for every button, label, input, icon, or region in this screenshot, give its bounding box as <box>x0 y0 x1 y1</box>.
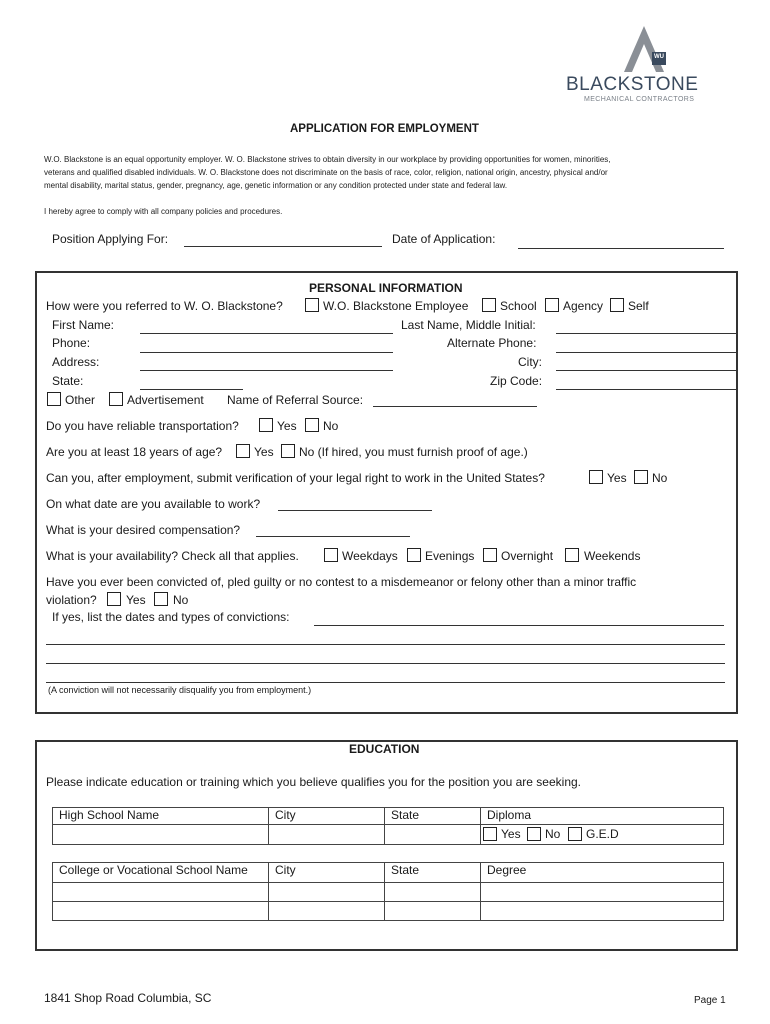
compensation-input-line[interactable] <box>256 536 410 537</box>
age-yes-label: Yes <box>254 445 274 459</box>
table-row <box>53 808 724 825</box>
conviction-details-input-line-4[interactable] <box>46 682 725 683</box>
availability-weekdays-checkbox[interactable] <box>324 548 338 562</box>
logo-mark-icon <box>560 22 740 82</box>
referral-school-checkbox[interactable] <box>482 298 496 312</box>
table-row <box>53 902 724 921</box>
diploma-ged-label: G.E.D <box>586 827 619 841</box>
college-name-cell[interactable] <box>53 902 269 921</box>
transportation-yes-checkbox[interactable] <box>259 418 273 432</box>
last-name-label: Last Name, Middle Initial: <box>401 318 536 332</box>
table-row <box>53 883 724 902</box>
degree-cell[interactable] <box>481 883 724 902</box>
policy-agreement: I hereby agree to comply with all company policies and procedures. <box>44 207 283 216</box>
address-input-line[interactable] <box>140 370 393 371</box>
college-state-header: State <box>385 863 481 883</box>
age-yes-checkbox[interactable] <box>236 444 250 458</box>
logo-badge: WU <box>654 54 664 60</box>
education-intro: Please indicate education or training which you believe qualifies you for the position you are seeking. <box>46 775 581 789</box>
referral-employee-checkbox[interactable] <box>305 298 319 312</box>
diploma-yes-checkbox[interactable] <box>483 827 497 841</box>
college-state-cell[interactable] <box>385 902 481 921</box>
phone-label: Phone: <box>52 336 91 350</box>
referral-advertisement-checkbox[interactable] <box>109 392 123 406</box>
college-city-cell[interactable] <box>269 883 385 902</box>
zip-code-input-line[interactable] <box>556 389 737 390</box>
alternate-phone-label: Alternate Phone: <box>447 336 537 350</box>
availability-weekends-checkbox[interactable] <box>565 548 579 562</box>
availability-overnight-label: Overnight <box>501 549 554 563</box>
referral-self-checkbox[interactable] <box>610 298 624 312</box>
date-of-application-input-line[interactable] <box>518 248 724 249</box>
eeo-statement-line-1: W.O. Blackstone is an equal opportunity employer. W. O. Blackstone strives to obtain diversity in our workplace by providing opportunities for women, minorities, <box>44 155 611 164</box>
referral-agency-checkbox[interactable] <box>545 298 559 312</box>
college-city-cell[interactable] <box>269 902 385 921</box>
work-authorization-no-checkbox[interactable] <box>634 470 648 484</box>
diploma-header: Diploma <box>481 808 724 825</box>
table-row <box>53 825 724 845</box>
transportation-no-checkbox[interactable] <box>305 418 319 432</box>
conviction-details-label: If yes, list the dates and types of convictions: <box>52 610 290 624</box>
conviction-yes-label: Yes <box>126 593 146 607</box>
logo-name: BLACKSTONE <box>566 74 699 95</box>
diploma-no-checkbox[interactable] <box>527 827 541 841</box>
page-number: Page 1 <box>694 995 726 1006</box>
first-name-label: First Name: <box>52 318 115 332</box>
conviction-question-line-2: violation? <box>46 593 97 607</box>
position-label: Position Applying For: <box>52 232 169 246</box>
availability-question: What is your availability? Check all that applies. <box>46 549 299 563</box>
high-school-name-header: High School Name <box>53 808 269 825</box>
address-label: Address: <box>52 355 100 369</box>
last-name-input-line[interactable] <box>556 333 737 334</box>
date-of-application-label: Date of Application: <box>392 232 496 246</box>
high-school-state-header: State <box>385 808 481 825</box>
high-school-table <box>52 807 724 845</box>
work-authorization-yes-label: Yes <box>607 471 627 485</box>
referral-advertisement-label: Advertisement <box>127 393 204 407</box>
conviction-no-label: No <box>173 593 189 607</box>
referral-other-label: Other <box>65 393 96 407</box>
page-title: APPLICATION FOR EMPLOYMENT <box>290 123 479 135</box>
conviction-yes-checkbox[interactable] <box>107 592 121 606</box>
conviction-details-input-line-1[interactable] <box>314 625 724 626</box>
footer-address: 1841 Shop Road Columbia, SC <box>44 991 212 1005</box>
college-name-cell[interactable] <box>53 883 269 902</box>
college-name-header: College or Vocational School Name <box>53 863 269 883</box>
college-city-header: City <box>269 863 385 883</box>
first-name-input-line[interactable] <box>140 333 393 334</box>
diploma-no-label: No <box>545 827 561 841</box>
high-school-city-header: City <box>269 808 385 825</box>
referral-question: How were you referred to W. O. Blackstone? <box>46 299 283 313</box>
phone-input-line[interactable] <box>140 352 393 353</box>
diploma-ged-checkbox[interactable] <box>568 827 582 841</box>
age-no-label: No (If hired, you must furnish proof of age.) <box>299 445 528 459</box>
college-state-cell[interactable] <box>385 883 481 902</box>
conviction-note: (A conviction will not necessarily disqualify you from employment.) <box>48 685 312 695</box>
table-row <box>53 863 724 883</box>
transportation-yes-label: Yes <box>277 419 297 433</box>
referral-school-label: School <box>500 299 537 313</box>
conviction-question-line-1: Have you ever been convicted of, pled guilty or no contest to a misdemeanor or felony other than a minor traffic <box>46 575 637 589</box>
age-question: Are you at least 18 years of age? <box>46 445 223 459</box>
college-table <box>52 862 724 921</box>
diploma-yes-label: Yes <box>501 827 521 841</box>
state-input-line[interactable] <box>140 389 243 390</box>
availability-evenings-label: Evenings <box>425 549 475 563</box>
position-input-line[interactable] <box>184 246 382 247</box>
company-logo <box>560 22 740 108</box>
high-school-state-cell[interactable] <box>385 825 481 845</box>
available-date-question: On what date are you available to work? <box>46 497 261 511</box>
diploma-options-cell <box>481 825 724 845</box>
transportation-no-label: No <box>323 419 339 433</box>
personal-information-heading: PERSONAL INFORMATION <box>309 281 463 295</box>
transportation-question: Do you have reliable transportation? <box>46 419 239 433</box>
referral-source-label: Name of Referral Source: <box>227 393 364 407</box>
conviction-no-checkbox[interactable] <box>154 592 168 606</box>
eeo-statement-line-2: veterans and qualified disabled individuals. W. O. Blackstone does not discriminate on the basis of race, color, religion, national origin, ancestry, physical and/or <box>44 168 608 177</box>
city-label: City: <box>518 355 542 369</box>
age-no-checkbox[interactable] <box>281 444 295 458</box>
conviction-details-input-line-3[interactable] <box>46 663 725 664</box>
referral-agency-label: Agency <box>563 299 604 313</box>
referral-other-checkbox[interactable] <box>47 392 61 406</box>
availability-weekdays-label: Weekdays <box>342 549 398 563</box>
availability-overnight-checkbox[interactable] <box>483 548 497 562</box>
city-input-line[interactable] <box>556 370 737 371</box>
conviction-details-input-line-2[interactable] <box>46 644 725 645</box>
compensation-question: What is your desired compensation? <box>46 523 241 537</box>
available-date-input-line[interactable] <box>278 510 432 511</box>
availability-weekends-label: Weekends <box>584 549 641 563</box>
referral-employee-label: W.O. Blackstone Employee <box>323 299 469 313</box>
high-school-name-cell[interactable] <box>53 825 269 845</box>
personal-information-section <box>35 271 738 714</box>
work-authorization-question: Can you, after employment, submit verification of your legal right to work in the United States? <box>46 471 545 485</box>
eeo-statement-line-3: mental disability, marital status, gender, pregnancy, age, genetic information or any condition protected under state and federal law. <box>44 181 508 190</box>
high-school-city-cell[interactable] <box>269 825 385 845</box>
state-label: State: <box>52 374 84 388</box>
referral-source-input-line[interactable] <box>373 406 537 407</box>
degree-cell[interactable] <box>481 902 724 921</box>
availability-evenings-checkbox[interactable] <box>407 548 421 562</box>
zip-code-label: Zip Code: <box>490 374 543 388</box>
degree-header: Degree <box>481 863 724 883</box>
alternate-phone-input-line[interactable] <box>556 352 737 353</box>
logo-subtitle: MECHANICAL CONTRACTORS <box>584 96 695 103</box>
work-authorization-no-label: No <box>652 471 668 485</box>
work-authorization-yes-checkbox[interactable] <box>589 470 603 484</box>
referral-self-label: Self <box>628 299 649 313</box>
education-heading: EDUCATION <box>349 742 420 756</box>
